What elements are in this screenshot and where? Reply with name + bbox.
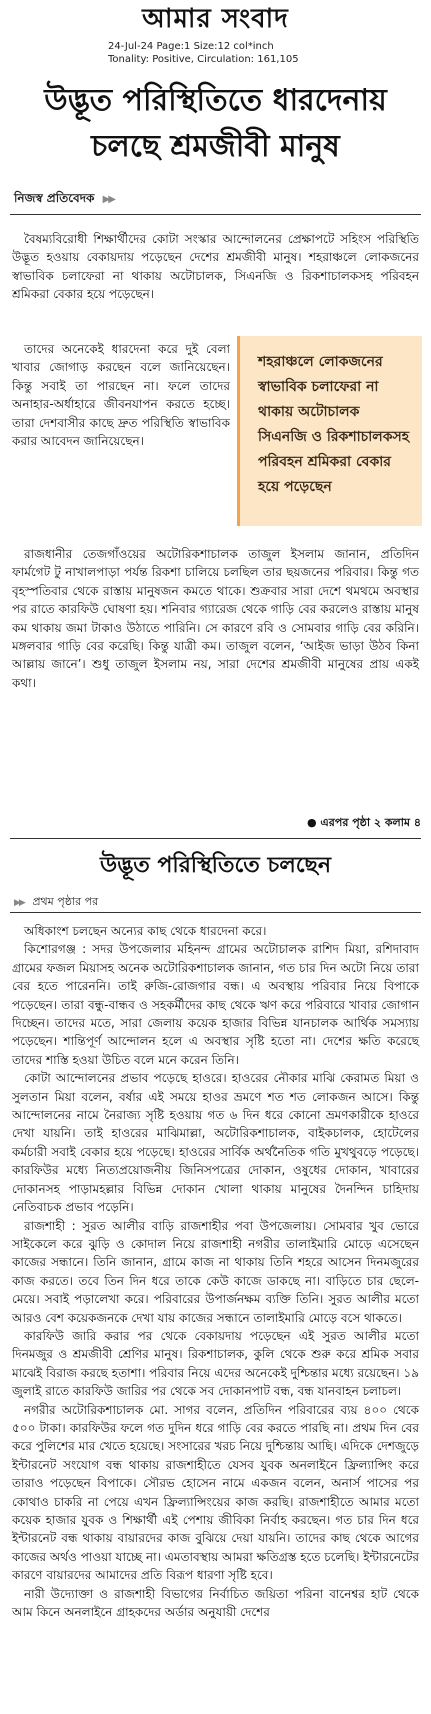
continued-from-text: প্রথম পৃষ্ঠার পর <box>32 895 99 908</box>
clipping-metadata <box>108 40 299 66</box>
article-paragraph: বৈষম্যবিরোধী শিক্ষার্থীদের কোটা সংস্কার আন্দোলনের প্রেক্ষাপটে সহিংস পরিস্থিতি উদ্ভূত হওয়ায় বেকায়দায় পড়েছেন দেশের শ্রমজীবী মানুষ। শহরাঞ্চলে লোকজনের স্বাভাবিক চলাফেরা না থাকায় অটোচালক, সিএনজি ও রিকশাচালকসহ পরিবহন শ্রমিকরা বেকার হয়ে পড়েছেন। <box>12 232 419 302</box>
article-lead <box>12 230 419 304</box>
continuation-paragraph: কারফিউ জারি করার পর থেকে বেকায়দায় পড়েছেন এই সুরত আলীর মতো দিনমজুর ও শ্রমজীবী শ্রেণির মানুষ। রিকশাচালক, কুলি থেকে শুরু করে শ্রমিক সবার মাঝেই বিরাজ করছে হতাশা। পরিবার নিয়ে এদের অনেকেই দুশ্চিন্তার মধ্যে রয়েছেন। ১৯ জুলাই রাতে কারফিউ জারির পর থেকে সব দোকানপাট বন্ধ, বন্ধ যানবাহন চলাচল। <box>12 1328 419 1399</box>
continued-on-page-label: ● এরপর পৃষ্ঠা ২ কলাম ৪ <box>307 816 421 829</box>
continuation-headline: উদ্ভূত পরিস্থিতিতে চলছেন <box>99 853 332 878</box>
article-paragraph: রাজধানীর তেজগাঁওয়ের অটোরিকশাচালক তাজুল ইসলাম জানান, প্রতিদিন ফার্মগেট টু নাখালপাড়া পর্যন্ত রিকশা চালিয়ে চলছিল তার ছয়জনের পরিবার। কিন্তু গত বৃহস্পতিবার থেকে রাস্তায় মানুষজন কমতে থাকে। শুক্রবার সারা দেশে থমথমে অবস্থার পর রাতে কারফিউ ঘোষণা হয়। শনিবার গ্যারেজ থেকে গাড়ি বের করলেও রাস্তায় মানুষ কম থাকায় জমা টাকাও উঠাতে পারিনি। সে কারণে রবি ও সোমবার গাড়ি বের করিনি। মঙ্গলবার গাড়ি বের করেছি। কিন্তু যাত্রী কম। তাজুল বলেন, ‘আইজ ভাড়া উঠব কিনা আল্লায় জানে’। শুধু তাজুল ইসলাম নয়, সারা দেশের শ্রমজীবী মানুষের প্রায় একই কথা। <box>12 547 419 690</box>
continuation-paragraph: নগরীর অটোরিকশাচালক মো. সাগর বলেন, প্রতিদিন পরিবারের ব্যয় ৪০০ থেকে ৫০০ টাকা। কারফিউর ফলে গত দুদিন ধরে গাড়ি বের করতে পারছি না। প্রথম দিন বের করে পুলিশের মার খেতে হয়েছে। সংসারের খরচ নিয়ে দুশ্চিন্তায় আছি। এদিকে দেশজুড়ে ইন্টারনেট সংযোগ বন্ধ থাকায় রাজশাহীতে যেসব যুবক অনলাইনে ফ্রিল্যান্সিং করে তারাও পড়েছেন বিপাকে। সৌরভ হোসেন নামে একজন বলেন, অনার্স পাসের পর কোথাও চাকরি না পেয়ে এখন ফ্রিল্যান্সিংয়ের কাজ করছি। রাজশাহীতে আমার মতো কয়েক হাজার যুবক ও শিক্ষার্থী এই পেশায় জীবিকা নির্বাহ করছেন। গত চার দিন ধরে ইন্টারনেট বন্ধ থাকায় বায়ারদের কাজ বুঝিয়ে দেয়া যায়নি। তাদের কাছ থেকে আগের কাজের অর্থও পাওয়া যাচ্ছে না। এমতাবস্থায় আমরা ক্ষতিগ্রস্ত হতে চলেছি। ইন্টারনেটের কারণে বায়ারদের আমাদের প্রতি বিরূপ ধারণা সৃষ্টি হবে। <box>12 1402 419 1583</box>
byline <box>14 190 114 210</box>
continued-arrows-icon: ▶▶ <box>14 898 24 908</box>
clipping-tonality-circulation: Tonality: Positive, Circulation: 161,105 <box>108 54 299 65</box>
continuation-paragraph: নারী উদ্যোক্তা ও রাজশাহী বিভাগের নির্বাচিত জয়িতা পরিনা বানেশ্বর হাট থেকে আম কিনে অনলাইনে গ্রাহকদের অর্ডার অনুযায়ী দেশের <box>12 1586 419 1620</box>
continuation-paragraph: কিশোরগঞ্জ : সদর উপজেলার মহিনন্দ গ্রামের অটোচালক রাশিদ মিয়া, রশিদাবাদ গ্রামের ফজল মিয়াসহ অনেক অটোরিকশাচালক জানান, গত চার দিন অটো নিয়ে তারা বের হতে পারেননি। তাই রুজি-রোজগার বন্ধ। এ অবস্থায় পরিবার নিয়ে বিপাকে পড়েছেন। তারা বন্ধু-বান্ধব ও সহকর্মীদের কাছ থেকে ঋণ করে পরিবারে খাবার জোগান দিচ্ছেন। তাদের মতে, সারা জেলায় কয়েক হাজার বিভিন্ন যানচালক আর্থিক সমস্যায় পড়েছেন। শান্তিপূর্ণ আন্দোলন হলে এ অবস্থার সৃষ্টি হতো না। দেশের ক্ষতি করেছে তাদের শাস্তি হওয়া উচিত বলে মনে করেন তিনি। <box>12 942 419 1067</box>
continued-from-label <box>14 893 98 912</box>
byline-divider <box>10 214 421 215</box>
masthead <box>0 2 431 36</box>
pull-quote-text: শহরাঞ্চলে লোকজনের স্বাভাবিক চলাফেরা না থাকায় অটোচালক সিএনজি ও রিকশাচালকসহ পরিবহন শ্রমিকরা বেকার হয়ে পড়েছেন <box>258 354 410 495</box>
headline-line-1: উদ্ভূত পরিস্থিতিতে ধারদেনায় <box>44 83 387 118</box>
article-paragraph: তাদের অনেকেই ধারদেনা করে দুই বেলা খাবার জোগাড় করছেন বলে জানিয়েছেন। কিন্তু সবাই তা পারছেন না। ফলে তাদের অনাহার-অর্ধাহারে জীবনযাপন করতে হচ্ছে। তারা দেশবাসীর কাছে দ্রুত পরিস্থিতি স্বাভাবিক করার আবেদন জানিয়েছেন। <box>12 342 230 449</box>
headline <box>0 78 431 170</box>
continuation-paragraph: রাজশাহী : সুরত আলীর বাড়ি রাজশাহীর পবা উপজেলায়। সোমবার খুব ভোরে সাইকেলে করে ঝুড়ি ও কোদাল নিয়ে রাজশাহী নগরীর তালাইমারি মোড়ে এসেছেন কাজের সন্ধানে। তিনি জানান, গ্রামে কাজ না থাকায় তিনি শহরে আসেন দিনমজুরের কাজ করতে। তবে তিন দিন ধরে তাকে কেউ কাজে ডাকছে না। বাড়িতে চার ছেলে-মেয়ে। সবাই পড়ালেখা করে। পরিবারের উপার্জনক্ষম ব্যক্তি তিনি। সুরত আলীর মতো আরও বেশ কয়েকজনকে দেখা যায় কাজের সন্ধানে তালাইমারি মোড়ে বসে থাকতে। <box>12 1218 419 1325</box>
continuation-paragraph: কোটা আন্দোলনের প্রভাব পড়েছে হাওরে। হাওরের নৌকার মাঝি কেরামত মিয়া ও সুলতান মিয়া বলেন, বর্ষার এই সময়ে হাওর ভ্রমণে শত শত লোকজন আসে। কিন্তু আন্দোলনের নামে নৈরাজ্য সৃষ্টি হওয়ায় গত ৬ দিন ধরে কোনো ভ্রমণকারীকে হাওরে দেখা যায়নি। তাই হাওরের মাঝিমাল্লা, অটোরিকশাচালক, বাইকচালক, হোটেলের কর্মচারী সবাই বেকার হয়ে পড়েছে। হাওরের সার্বিক অর্থনৈতিক গতি মুখথুবড়ে পড়েছে। কারফিউর মধ্যে নিত্যপ্রয়োজনীয় জিনিসপত্রের দোকান, ওষুধের দোকান, খাবারের দোকানসহ পাড়ামহল্লার বিভিন্ন দোকান খোলা থাকায় মানুষের দৈনন্দিন চাহিদায় নেতিবাচক প্রভাব পড়েনি। <box>12 1071 419 1215</box>
section-divider <box>10 838 421 839</box>
newspaper-logo: আমার সংবাদ <box>142 4 289 34</box>
clipping-date-page-size: 24-Jul-24 Page:1 Size:12 col*inch <box>108 41 274 52</box>
continuation-paragraph: অধিকাংশ চলছেন অন্যের কাছ থেকে ধারদেনা করে। <box>24 924 267 938</box>
continuation-divider <box>10 912 421 913</box>
byline-arrows-icon: ▶▶ <box>102 194 114 205</box>
article-narrow-column <box>12 340 230 450</box>
pull-quote-box <box>237 336 422 526</box>
article-body <box>12 545 419 692</box>
byline-text: নিজস্ব প্রতিবেদক <box>14 191 95 205</box>
continuation-body <box>12 922 419 1621</box>
headline-line-2: চলছে শ্রমজীবী মানুষ <box>91 129 340 164</box>
